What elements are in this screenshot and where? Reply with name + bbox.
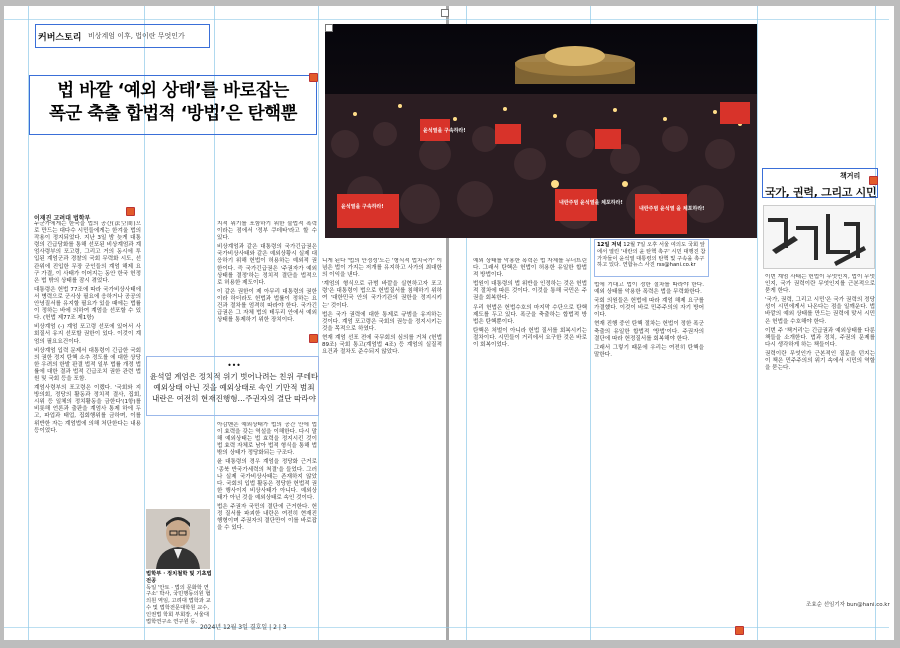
photo-caption-text: 12월 7일 오후 서울 여의도 국회 앞에서 열린 '내란의 윤 탄핵 촉구' 시민 대행진 참가자들이 윤석열 대통령의 탄핵 및 구속을 촉구하고 있다. 연합뉴스 사진 rss@hani.co.kr	[597, 242, 706, 269]
paragraph: 니게 된다 '법의 안정성'도는 '형식적 법치국가' 이념은 법이 가지는 저개를 유지하고 사가의 최대한의 이익을 낸다.	[322, 258, 442, 279]
byline: 이재진 고려대 법학부	[34, 215, 91, 222]
article-column-6	[594, 282, 704, 620]
portrait-caption-text: 독일 '안토 · 법의 문화학 연구소' 박사, 국민행동의원 협의원 역임, 고려대 법학과 교수 및 법학전문대학원 교수, 인권법 학회 부회장, 서울대 법학연구소 연구원 등.	[146, 584, 211, 625]
protest-scene	[325, 24, 757, 238]
paragraph: 이 같은 권한이 제 아무리 대통령의 권한이라 하더라도 헌법과 법률이 정하는 요건과 절차를 엄격히 따라야 한다. 국가긴급권은 그 자체 법의 테두리 안에서 예외상태를 통제하기 위한 장치이다.	[217, 288, 317, 324]
paragraph: 대통령은 헌법 77조에 따라 국가비상사태에서 병력으로 군사상 필요에 응하거나 공공의 안녕질서를 유지할 필요가 있을 때에는 법률이 정하는 바에 의하여 계엄을 선포할 수 있다. (헌법 제77조 제1항)	[34, 286, 141, 322]
sidebar-kicker: 책거리	[840, 172, 861, 180]
row-guide	[4, 627, 889, 628]
article-column-5	[473, 258, 587, 620]
sign-text: 윤석열을 구속하라!	[423, 128, 466, 134]
protest-sign	[595, 129, 621, 149]
column-guide	[875, 6, 876, 640]
photo-caption	[597, 242, 707, 269]
section-subtitle: 비상계엄 이후, 법이란 무엇인가	[88, 32, 185, 40]
frame-anchor-icon[interactable]	[325, 24, 333, 32]
paragraph: 예외 상태를 악용한 폭력은 법 자체를 무너뜨린다. 그래서 탄핵은 헌법이 허용한 유일한 합법적 방법이다.	[473, 258, 587, 279]
paragraph: 비상계엄과 같은 대통령의 국가긴급권은 국가비상사태와 같은 예외상황시 실제 대응하기 위해 헌법이 허용하는 예외적 권한이다. 즉 국가긴급권은 '주권자가 예외상태를 결정'하는 정치적 결단을 법적으로 허용한 제도이다.	[217, 244, 317, 286]
footer-date: 2024년 12월 3일 결호일	[200, 624, 268, 631]
paragraph: 아감벤은 예외상태가 법의 공간 안에 법이 효력을 갖는 역설을 이해한다. 다시 말해 예외상태는 법 효력을 정지시킨 것이 법 효력 자체로 남아 법적 형식을 통해 법 밖의 상태가 정당화되는 구조다.	[217, 422, 317, 457]
author-portrait[interactable]	[146, 509, 210, 569]
column-guide	[318, 6, 319, 640]
protest-sign	[495, 124, 521, 144]
protest-sign	[337, 194, 399, 228]
article-column-1	[34, 221, 141, 620]
article-column-2	[217, 221, 317, 341]
pullquote-dots: •••	[227, 361, 241, 370]
sign-text: 윤석열을 구속하라!	[341, 204, 384, 210]
row-guide	[4, 19, 889, 20]
portrait-caption	[146, 571, 212, 625]
paragraph: 이번 계엄 사태는 헌법이 무엇인지, 법이 무엇인지, 국가 권력이란 무엇인지를 근본적으로 묻게 한다.	[765, 274, 875, 295]
paragraph: 법원이 대통령의 법 위반을 인정하는 것은 헌법적 절차에 따른 것이다. 이것을 통해 국민은 주권을 회복한다.	[473, 281, 587, 302]
edit-marker-icon[interactable]	[309, 334, 318, 343]
protest-photo[interactable]	[325, 24, 757, 238]
pullquote-line-1: 윤석열 계엄은 정치적 위기 벗어나려는 친위 쿠데타	[149, 372, 319, 381]
portrait-illustration	[146, 509, 210, 569]
section-label: 커버스토리	[38, 33, 82, 43]
page-footer-right: 조효순 선임기자 bun@hani.co.kr	[806, 602, 890, 608]
portrait-caption-name: 법학부 · 정치철학 및 기초법 전공	[146, 571, 212, 584]
column-guide	[757, 6, 758, 640]
paragraph: 국회 의원들은 헌법에 따라 계엄 해제 요구를 가결했다. 이것이 바로 민주주의의 자기 방어이다.	[594, 298, 704, 319]
pullquote-line-3: 내란은 여전히 현재진행형…주권자의 결단 따라야	[152, 394, 316, 403]
headline-line-2: 폭군 축출 합법적 ‘방법’은 탄핵뿐	[49, 104, 297, 124]
paragraph: 법은 주권자 국민의 결단에 근거한다. 헌정 질서를 파괴한 내란은 여전히 현재진행형이며 주권자의 결단만이 이를 바로잡을 수 있다.	[217, 504, 317, 532]
paragraph: 탄핵은 처벌이 아니라 헌법 질서를 회복시키는 절차이다. 시민들이 거리에서 요구한 것은 바로 이 회복이었다.	[473, 327, 587, 349]
paragraph: 비상계엄 (-) 계엄 포고령 선포에 있어서 사회질서 유지 선포할 권한이 있다. 이것이 계엄의 필요요건이다.	[34, 324, 141, 345]
paragraph: 이번 주 '책거리'는 긴급권과 예외상태를 다룬 책들을 소개한다. 법과 정치, 주권의 문제를 다시 생각하게 하는 책들이다.	[765, 327, 875, 348]
paragraph: 권력이란 무엇인가 근본적인 질문을 던지는 이 책은 민주주의의 위기 속에서 시민의 역할을 묻는다.	[765, 350, 875, 372]
article-column-7	[765, 274, 875, 620]
page-footer-left: 2024년 12월 3일 결호일 | 2 | 3	[200, 624, 287, 631]
sign-text: 내란주범 윤석열을 체포하라!	[559, 200, 623, 206]
article-column-4	[322, 258, 442, 620]
article-column-3	[217, 422, 317, 618]
book-cover-image[interactable]	[763, 205, 875, 269]
paragraph: 그래서 그렇기 때문에 우리는 여전히 탄핵을 말한다.	[594, 344, 704, 358]
protest-sign	[720, 102, 750, 124]
paragraph: 법에 기대고 법이 정한 절차를 따라야 한다. 예외 상태를 악용한 폭력은 법을 무력화한다.	[594, 282, 704, 296]
edit-marker-icon[interactable]	[869, 176, 878, 185]
pullquote	[146, 360, 322, 404]
paragraph: 지적 위기를 포함하기 위한 불법적 폭력이라는 점에서 '정부 쿠데타'라고 할 수 있다.	[217, 221, 317, 242]
paragraph: 우리 헌법은 헌법수호의 마지막 수단으로 탄핵제도를 두고 있다. 폭군을 축출하는 합법적 방법은 탄핵뿐이다.	[473, 304, 587, 325]
sign-text: 내란주범 윤석열 을 체포하라!	[639, 206, 705, 212]
paragraph: 법은 국가 권력에 대한 통제로 규범을 유지하는 것이다. 계엄 포고령은 국회의 권능을 정지시키는 것을 목적으로 하였다.	[322, 311, 442, 332]
edit-marker-icon[interactable]	[735, 626, 744, 635]
paragraph: 누군가에게는 한국을 법의 공간(法空間)으로 만드는 대다수 시민들에게는 한겨울 법의 작용이 정지되었다. 지난 3일 밤 늦게 대통령의 긴급담화를 통해 선포된 비상계엄과 계엄사령부의 포고령, 그리고 거의 동시에 투입된 계엄군과 경찰의 국회 무력화 시도, 선관위에 진입한 무장 군인들의 계엄 해제 요구 가결, 이 사태가 이어지는 동안 한국 헌정은 법 밖의 상태를 잠시 겪었다.	[34, 221, 141, 284]
edit-marker-icon[interactable]	[126, 207, 135, 216]
headline-line-1: 법 바깥 ‘예외 상태’를 바로잡는	[57, 81, 289, 101]
sidebar-title: 국가, 권력, 그리고 시민	[765, 186, 877, 199]
book-cover-illustration	[764, 206, 875, 269]
protest-sign	[635, 194, 687, 234]
footer-page-number-2: 3	[282, 624, 287, 631]
paragraph: 비상계엄 입력 문제서 대통령이 긴급한 국회의 권한 정지 탄핵 소추 정도를 에 대한 상당한 우려의 한발 판결 법적 일부 법률 개정 법률에 대한 결과 법적 긴급조치 권한 관련 법원 및 국회 등을 포함.	[34, 347, 141, 382]
paragraph: '국가, 권력, 그리고 시민'은 국가 권력의 정당성이 시민에게서 나온다는 점을 일깨운다. 법 바깥의 예외 상태를 만드는 권력에 맞서 시민은 헌법을 수호해야 한다.	[765, 297, 875, 325]
link-icon[interactable]	[441, 9, 449, 17]
paragraph: 계엄사령부의 포고령은 이랬다. '국회와 지방의회, 정당의 활동과 정치적 결사, 집회, 시위 등 일체의 정치활동을 금한다'(1항)를 비롯해 언론과 출판을 계엄사 통제 하에 두고, 파업과 태업, 집회행위를 금하며, 이를 위반한 자는 계엄법에 의해 처단한다는 내용 등이었다.	[34, 385, 141, 434]
edit-marker-icon[interactable]	[309, 73, 318, 82]
pullquote-line-2: 예외상태 아닌 것을 예외상태로 속인 기만적 범죄	[153, 383, 315, 392]
photo-caption-lead: 12일 저녁	[597, 242, 622, 248]
paragraph: 현재 진행 중인 탄핵 절차는 헌법이 정한 폭군 축출의 유일한 합법적 '방법'이다. 주권자의 결단에 따라 헌정질서를 회복해야 한다.	[594, 321, 704, 342]
headline	[31, 80, 315, 126]
footer-page-number: 2	[273, 624, 277, 631]
paragraph: 현재 계엄 선포 전에 국무회의 심의를 거쳐 (헌법 89조) 국회 통고(계엄법 4조) 등 계엄의 실질적 요건과 절차도 준수되지 않았다.	[322, 334, 442, 356]
paragraph: 윤 대통령의 경우 계엄을 정당화 근거로 '종북 반국가세력의 척결'을 들었다. 그러나 실제 국가비상사태는 존재하지 않았다. 국회의 입법 활동은 정당한 헌법적 권한 행사이지 비상사태가 아니다. 예외상태가 아닌 것을 예외상태로 속인 것이다.	[217, 459, 317, 501]
paragraph: '계엄의 형식으로 규범 바깥을 실현하고자 포고령'은 대통령이 법으로 헌법질서를 침해하기 위하여 '대한민국 안의 국가기관의 권한을 정지시키는' 것이다.	[322, 281, 442, 309]
